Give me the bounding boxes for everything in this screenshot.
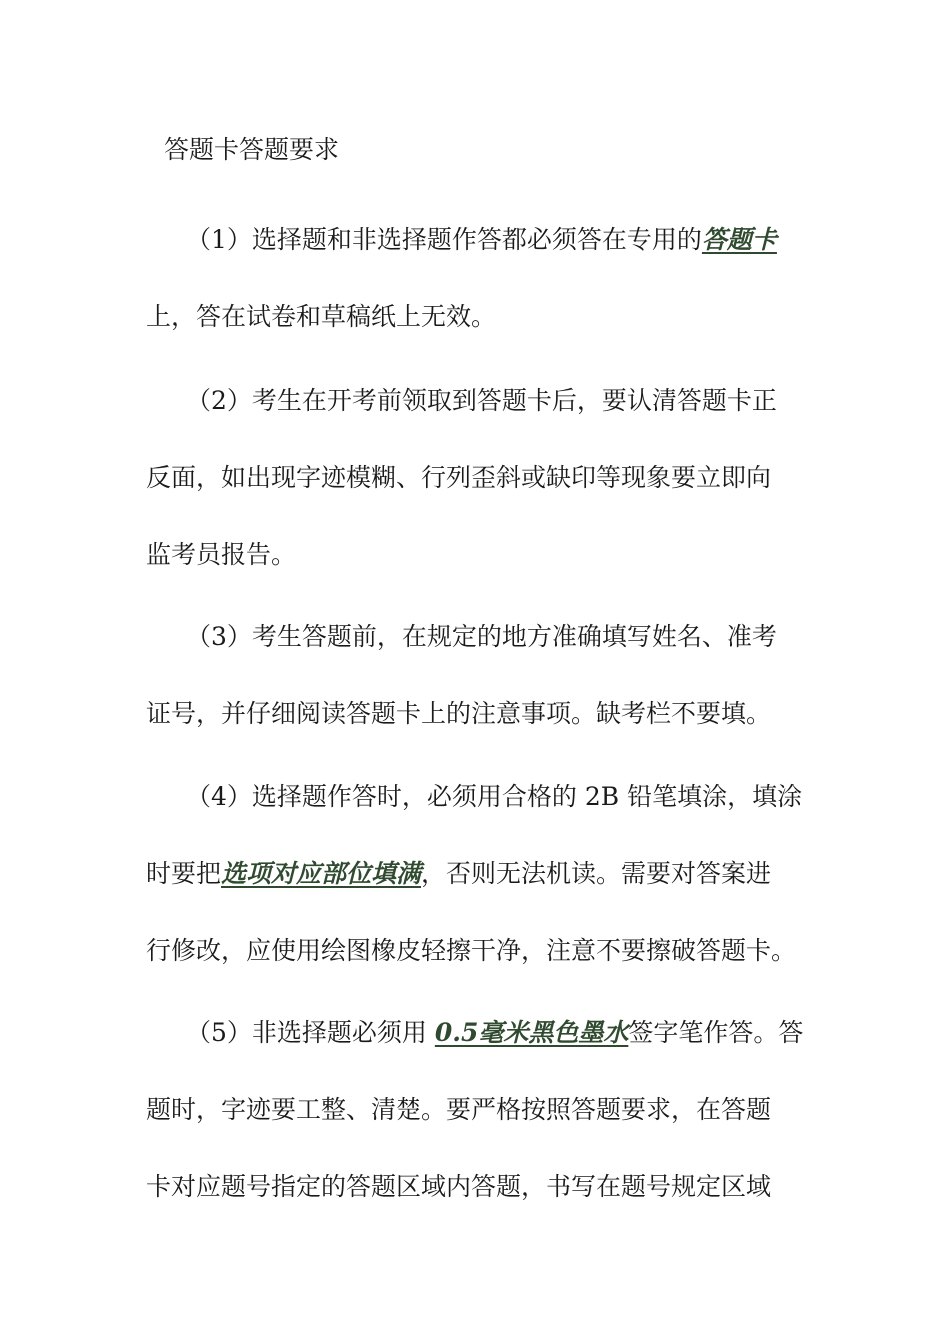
paragraph-line: （5）非选择题必须用 0.5毫米黑色墨水签字笔作答。答 xyxy=(186,1018,804,1047)
paragraph-line: 证号，并仔细阅读答题卡上的注意事项。缺考栏不要填。 xyxy=(146,699,772,728)
paragraph-line: 时要把选项对应部位填满，否则无法机读。需要对答案进 xyxy=(146,859,772,888)
paragraph-line: 反面，如出现字迹模糊、行列歪斜或缺印等现象要立即向 xyxy=(146,463,772,492)
paragraph-3 xyxy=(146,598,818,752)
paragraph-line: 题时，字迹要工整、清楚。要严格按照答题要求，在答题 xyxy=(146,1095,772,1124)
paragraph-2 xyxy=(146,362,818,593)
paragraph-1 xyxy=(146,201,818,355)
highlight-text: 0.5毫米黑色墨水 xyxy=(434,1018,629,1047)
highlight-text: 选项对应部位填满 xyxy=(221,859,422,888)
paragraph-4 xyxy=(146,758,818,989)
paragraph-5 xyxy=(146,994,818,1225)
paragraph-line: （3）考生答题前，在规定的地方准确填写姓名、准考 xyxy=(186,622,777,651)
paragraph-line: （1）选择题和非选择题作答都必须答在专用的答题卡 xyxy=(186,225,777,254)
paragraph-line: （4）选择题作答时，必须用合格的 2B 铅笔填涂，填涂 xyxy=(186,782,803,811)
paragraph-line: 监考员报告。 xyxy=(146,540,297,569)
paragraph-line: （2）考生在开考前领取到答题卡后，要认清答题卡正 xyxy=(186,386,777,415)
document-title: 答题卡答题要求 xyxy=(164,135,340,164)
paragraph-line: 卡对应题号指定的答题区域内答题，书写在题号规定区域 xyxy=(146,1172,772,1201)
highlight-text: 答题卡 xyxy=(701,225,777,254)
paragraph-line: 上，答在试卷和草稿纸上无效。 xyxy=(146,302,497,331)
paragraph-line: 行修改，应使用绘图橡皮轻擦干净，注意不要擦破答题卡。 xyxy=(146,936,797,965)
